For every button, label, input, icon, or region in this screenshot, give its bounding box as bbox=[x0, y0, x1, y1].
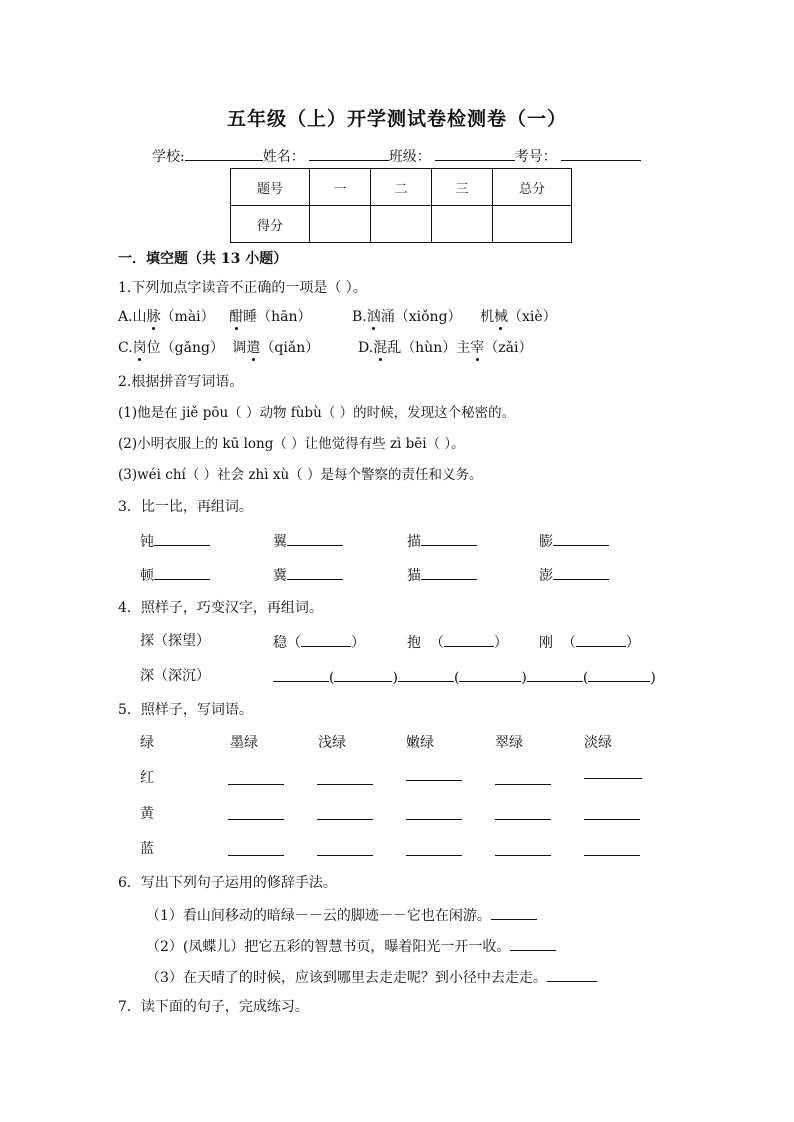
q3-char: 澎 bbox=[539, 568, 553, 584]
q4-char: 抱 bbox=[407, 635, 421, 651]
score-input-cell[interactable] bbox=[371, 206, 432, 243]
dotted-char: 宰 bbox=[470, 340, 485, 356]
q1-option-b bbox=[352, 308, 557, 326]
score-table-header-row bbox=[231, 169, 572, 206]
q6-sentence bbox=[146, 936, 556, 956]
dotted-char: 混 bbox=[373, 340, 388, 356]
answer-blank[interactable] bbox=[406, 805, 462, 820]
answer-blank[interactable] bbox=[228, 805, 284, 820]
dotted-char: 遣 bbox=[246, 340, 261, 356]
answer-blank[interactable] bbox=[287, 565, 343, 580]
answer-blank[interactable] bbox=[334, 667, 392, 682]
score-table bbox=[230, 168, 572, 243]
score-input-cell[interactable] bbox=[493, 206, 572, 243]
q3-char: 猫 bbox=[407, 568, 421, 584]
score-table-score-row bbox=[231, 206, 572, 243]
q3-char: 顿 bbox=[140, 568, 154, 584]
pinyin: （qiǎn） bbox=[260, 340, 320, 356]
option-text: 主 bbox=[456, 340, 471, 356]
answer-blank[interactable] bbox=[421, 565, 477, 580]
option-text: D. bbox=[358, 340, 374, 356]
q3-char: 描 bbox=[407, 534, 421, 550]
score-cell: 总分 bbox=[493, 169, 572, 206]
answer-blank[interactable] bbox=[287, 531, 343, 546]
option-text: 乱 bbox=[387, 340, 402, 356]
q6-sentence-text: （1）看山间移动的暗绿－－云的脚迹－－它也在闲游。 bbox=[146, 908, 491, 924]
q5-row-label: 蓝 bbox=[140, 841, 154, 857]
q2-stem: 2.根据拼音写词语。 bbox=[118, 374, 244, 390]
pinyin: （hān） bbox=[257, 309, 312, 325]
q4-char: 刚 bbox=[539, 635, 553, 651]
q4-example-1: 探（探望） bbox=[140, 633, 210, 649]
q5-head: 嫩绿 bbox=[406, 735, 434, 751]
q4-example-2: 深（深沉） bbox=[140, 668, 210, 684]
q6-sentence-text: （2）(凤蝶儿）把它五彩的智慧书页，曝着阳光一开一收。 bbox=[146, 939, 511, 955]
dotted-char: 汹 bbox=[366, 309, 381, 325]
answer-blank[interactable] bbox=[317, 770, 373, 785]
q1-stem: 1.下列加点字读音不正确的一项是（ ）。 bbox=[118, 280, 367, 296]
answer-blank[interactable] bbox=[553, 531, 609, 546]
q2-line-3: (3)wéi chí（ ）社会 zhì xù（ ）是每个警察的责任和义务。 bbox=[118, 467, 483, 483]
q3-item bbox=[273, 531, 343, 551]
q1-option-c bbox=[118, 339, 319, 357]
q1-option-d bbox=[358, 339, 532, 357]
answer-blank[interactable] bbox=[495, 770, 551, 785]
answer-blank[interactable] bbox=[491, 905, 537, 920]
answer-blank[interactable] bbox=[228, 841, 284, 856]
q3-item bbox=[407, 565, 477, 585]
answer-blank[interactable] bbox=[495, 841, 551, 856]
q3-char: 冀 bbox=[273, 568, 287, 584]
q4-blank-row: ( ) ( ) ( ) bbox=[273, 667, 656, 687]
q3-item bbox=[539, 531, 609, 551]
pinyin: （xiǒng） bbox=[394, 309, 462, 325]
answer-blank[interactable] bbox=[576, 632, 626, 647]
score-cell: 题号 bbox=[231, 169, 310, 206]
pinyin: （hùn） bbox=[401, 340, 457, 356]
answer-blank[interactable] bbox=[527, 667, 583, 682]
option-text: A.山 bbox=[118, 309, 147, 325]
q2-line-1: (1)他是在 jiě pōu（ ）动物 fùbù（ ）的时候，发现这个秘密的。 bbox=[118, 405, 516, 421]
score-cell: 三 bbox=[432, 169, 493, 206]
q5-head: 淡绿 bbox=[584, 735, 612, 751]
option-text: B. bbox=[352, 309, 367, 325]
answer-blank[interactable] bbox=[584, 764, 642, 779]
pinyin: （zǎi） bbox=[484, 340, 533, 356]
answer-blank[interactable] bbox=[317, 805, 373, 820]
score-input-cell[interactable] bbox=[432, 206, 493, 243]
q5-row-label: 红 bbox=[140, 770, 154, 786]
option-text: 涌 bbox=[380, 309, 395, 325]
pinyin: （gǎng） bbox=[160, 340, 224, 356]
dotted-char: 岗 bbox=[132, 340, 147, 356]
q4-stem: 4．照样子，巧变汉字，再组词。 bbox=[118, 600, 323, 616]
answer-blank[interactable] bbox=[154, 531, 210, 546]
q3-item bbox=[273, 565, 343, 585]
q5-head: 浅绿 bbox=[318, 735, 346, 751]
dotted-char: 脉 bbox=[146, 309, 161, 325]
answer-blank[interactable] bbox=[317, 841, 373, 856]
dotted-char: 械 bbox=[493, 309, 508, 325]
q3-item bbox=[140, 565, 210, 585]
class-label: 班级： bbox=[388, 149, 431, 165]
pinyin: （mài） bbox=[160, 309, 215, 325]
answer-blank[interactable] bbox=[154, 565, 210, 580]
section-heading: 一．填空题（共 13 小题） bbox=[118, 251, 288, 267]
answer-blank[interactable] bbox=[273, 667, 329, 682]
option-text: 调 bbox=[232, 340, 247, 356]
q3-item bbox=[539, 565, 609, 585]
pinyin: （xiè） bbox=[507, 309, 557, 325]
q3-char: 膨 bbox=[539, 534, 553, 550]
q4-char: 稳 bbox=[273, 635, 287, 651]
answer-blank[interactable] bbox=[510, 936, 556, 951]
q6-stem: 6．写出下列句子运用的修辞手法。 bbox=[118, 875, 337, 891]
answer-blank[interactable] bbox=[547, 967, 597, 982]
q3-stem: 3．比一比，再组词。 bbox=[118, 499, 253, 515]
answer-blank[interactable] bbox=[398, 667, 454, 682]
q5-head: 翠绿 bbox=[495, 735, 523, 751]
q4-item: 抱 （ ） bbox=[407, 632, 508, 652]
dotted-char: 酣 bbox=[229, 309, 244, 325]
score-input-cell[interactable] bbox=[310, 206, 371, 243]
option-text: C. bbox=[118, 340, 133, 356]
q5-stem: 5．照样子，写词语。 bbox=[118, 702, 253, 718]
q5-row-label: 黄 bbox=[140, 806, 154, 822]
name-label: 姓名： bbox=[262, 149, 305, 165]
exam-no-field[interactable] bbox=[561, 146, 641, 161]
answer-blank[interactable] bbox=[444, 632, 494, 647]
answer-blank[interactable] bbox=[228, 770, 284, 785]
q3-char: 翼 bbox=[273, 534, 287, 550]
school-field[interactable] bbox=[185, 146, 263, 161]
q5-head: 绿 bbox=[140, 735, 154, 751]
q7-stem: 7．读下面的句子，完成练习。 bbox=[118, 999, 309, 1015]
name-field[interactable] bbox=[309, 146, 389, 161]
answer-blank[interactable] bbox=[406, 841, 462, 856]
q5-head: 墨绿 bbox=[230, 735, 258, 751]
option-text: 睡 bbox=[243, 309, 258, 325]
q6-sentence bbox=[146, 905, 537, 925]
school-label: 学校: bbox=[152, 149, 185, 165]
answer-blank[interactable] bbox=[588, 667, 650, 682]
q3-item bbox=[407, 531, 477, 551]
q3-char: 钝 bbox=[140, 534, 154, 550]
class-field[interactable] bbox=[435, 146, 515, 161]
answer-blank[interactable] bbox=[421, 531, 477, 546]
answer-blank[interactable] bbox=[406, 766, 462, 781]
score-cell: 得分 bbox=[231, 206, 310, 243]
option-text: 位 bbox=[146, 340, 161, 356]
answer-blank[interactable] bbox=[584, 841, 640, 856]
q6-sentence-text: （3）在天晴了的时候，应该到哪里去走走呢？到小径中去走走。 bbox=[146, 970, 547, 986]
q6-sentence bbox=[146, 967, 597, 987]
score-cell: 二 bbox=[371, 169, 432, 206]
answer-blank[interactable] bbox=[553, 565, 609, 580]
page-title: 五年级（上）开学测试卷检测卷（一） bbox=[226, 108, 567, 130]
student-info-line bbox=[152, 146, 641, 166]
answer-blank[interactable] bbox=[301, 632, 351, 647]
answer-blank[interactable] bbox=[584, 805, 640, 820]
q4-item: 稳（ ） bbox=[273, 632, 365, 652]
q2-line-2: (2)小明衣服上的 kū long（ ）让他觉得有些 zì bēi（ ）。 bbox=[118, 436, 465, 452]
exam-no-label: 考号： bbox=[514, 149, 557, 165]
q1-option-a bbox=[118, 308, 312, 326]
q3-item bbox=[140, 531, 210, 551]
score-cell: 一 bbox=[310, 169, 371, 206]
option-text: 机 bbox=[479, 309, 494, 325]
answer-blank[interactable] bbox=[459, 667, 521, 682]
answer-blank[interactable] bbox=[495, 805, 551, 820]
q4-item: 刚 （ ） bbox=[539, 632, 640, 652]
